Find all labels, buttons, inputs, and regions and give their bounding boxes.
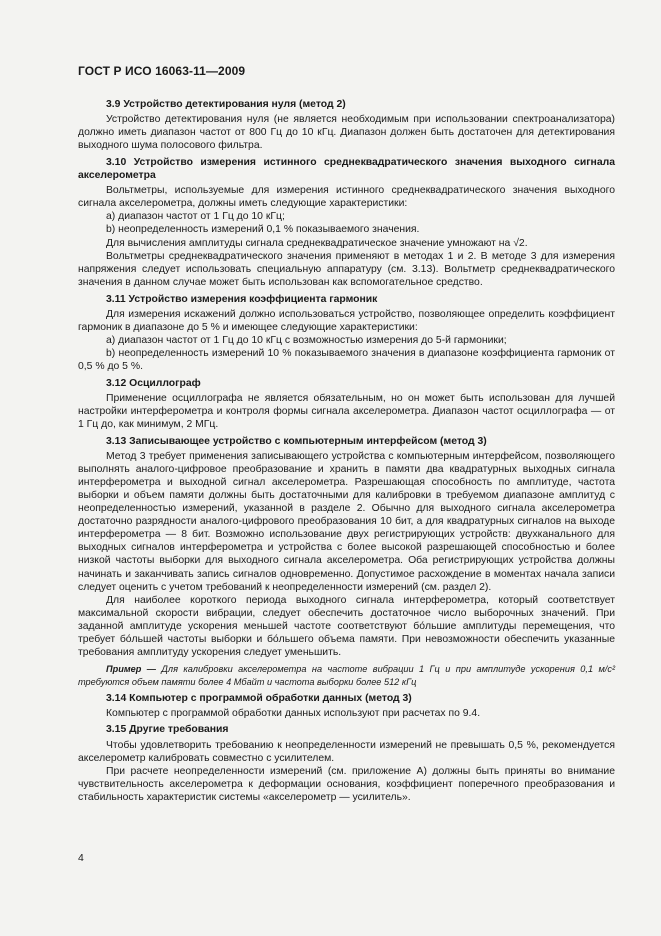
- paragraph: Вольтметры среднеквадратического значения применяют в методах 1 и 2. В методе 3 для измерения напряжения следует использовать специальную аппаратуру (см. 3.13). Вольтметр среднеквадратического значения в данном случае может быть использован как вспомогательное средство.: [78, 250, 615, 288]
- paragraph: b) неопределенность измерений 10 % показываемого значения в диапазоне коэффициента гармоник от 0,5 % до 5 %.: [78, 347, 615, 372]
- section-heading-3-11: 3.11 Устройство измерения коэффициента гармоник: [106, 293, 378, 305]
- document-header: ГОСТ Р ИСО 16063-11—2009: [78, 64, 246, 78]
- paragraph: Для измерения искажений должно использоваться устройство, позволяющее определить коэффициент гармоник в диапазоне до 5 % и имеющее следующие характеристики:: [78, 308, 615, 333]
- paragraph: Компьютер с программой обработки данных используют при расчетах по 9.4.: [106, 707, 481, 719]
- paragraph: Устройство детектирования нуля (не является необходимым при использовании спектроанализатора) должно иметь диапазон частот от 800 Гц до 10 кГц. Диапазон должен быть достаточен для детектирования выходного шума полосового фильтра.: [78, 114, 615, 152]
- paragraph: Применение осциллографа не является обязательным, но он может быть использован для лучшей настройки интерферометра и контроля формы сигнала акселерометра. Диапазон частот осциллографа — от 1 Гц до, как минимум, 2 МГц.: [78, 392, 615, 430]
- paragraph: Чтобы удовлетворить требованию к неопределенности измерений не превышать 0,5 %, рекомендуется акселерометр калибровать совместно с усилителем.: [78, 739, 615, 764]
- example-lead: Пример —: [106, 664, 156, 675]
- section-heading-3-15: 3.15 Другие требования: [106, 724, 229, 736]
- paragraph: b) неопределенность измерений 0,1 % показываемого значения.: [106, 224, 420, 236]
- paragraph: a) диапазон частот от 1 Гц до 10 кГц;: [106, 211, 285, 223]
- section-heading-3-9: 3.9 Устройство детектирования нуля (метод 2): [106, 99, 346, 110]
- example-note: [78, 663, 615, 688]
- paragraph: При расчете неопределенности измерений (см. приложение А) должны быть приняты во внимание чувствительность акселерометра к деформации основания, коэффициент поперечного преобразования и стабильность характеристик системы «акселерометр — усилитель».: [78, 765, 615, 803]
- page-number: 4: [78, 853, 84, 864]
- paragraph: Для вычисления амплитуды сигнала среднеквадратическое значение умножают на √2.: [106, 237, 528, 249]
- example-text: Для калибровки акселерометра на частоте вибрации 1 Гц и при амплитуде ускорения 0,1 м/с² требуются объем памяти более 4 Мбайт и частота выборки более 512 кГц: [78, 664, 616, 687]
- section-heading-3-14: 3.14 Компьютер с программой обработки данных (метод 3): [106, 692, 412, 704]
- section-heading-3-12: 3.12 Осциллограф: [106, 377, 201, 389]
- paragraph: Вольтметры, используемые для измерения истинного среднеквадратического значения выходного сигнала акселерометра, должны иметь следующие характеристики:: [78, 185, 615, 210]
- section-heading-3-13: 3.13 Записывающее устройство с компьютерным интерфейсом (метод 3): [106, 435, 487, 447]
- paragraph: a) диапазон частот от 1 Гц до 10 кГц с возможностью измерения до 5-й гармоники;: [106, 334, 507, 346]
- document-body: [78, 98, 615, 804]
- paragraph: Для наиболее короткого периода выходного сигнала интерферометра, который соответствует максимальной скорости вибрации, следует обеспечить достаточное число выборочных значений. При заданной амплитуде ускорения меньшей частоте соответствуют бо́льшие амплитуды перемещения, что требует бо́льшей частоты выборки и бо́льшего объема памяти. При невозможности обеспечить указанные требования амплитуду ускорения следует уменьшить.: [78, 594, 615, 659]
- section-heading-3-10: 3.10 Устройство измерения истинного среднеквадратического значения выходного сигнала акселерометра: [78, 156, 615, 182]
- paragraph: Метод 3 требует применения записывающего устройства с компьютерным интерфейсом, позволяющего выполнять аналого-цифровое преобразование и хранить в памяти два квадратурных выходных сигнала интерферометра и выходной сигнал акселерометра. Разрешающая способность по амплитуде, частота выборки и объем памяти должны быть достаточными для калибровки в требуемом диапазоне амплитуд с неопределенностью измерений, указанной в разделе 2. Обычно для выходного сигнала акселерометра достаточно разрядности аналого-цифрового преобразования 10 бит, а для квадратурных сигналов на выходе интерферометра — 8 бит. Возможно использование двух регистрирующих устройств: двухканального для выходных сигналов интерферометра и устройства с более высокой разрешающей способностью и более низкой частоты выборки для выходного сигнала акселерометра. Оба регистрирующих устройства должны начинать и заканчивать запись сигналов одновременно. Допустимое расхождение в моментах начала записи следует оценить с учетом требований к неопределенности измерений (см. раздел 2).: [78, 450, 615, 593]
